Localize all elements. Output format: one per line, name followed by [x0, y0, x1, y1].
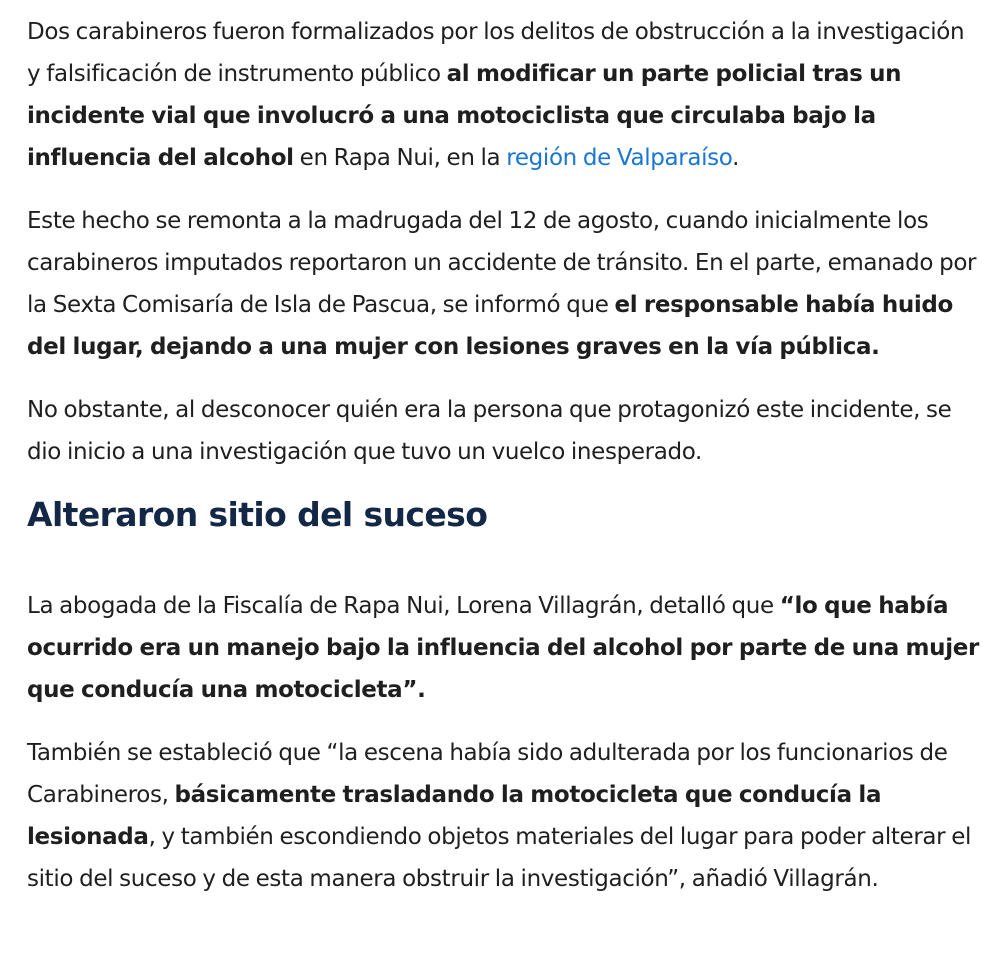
paragraph-text: Dos carabineros fueron formalizados por los delitos de obstrucción a la investigación y falsificación de instrumento público — [27, 19, 965, 87]
paragraph-text: También se estableció que “la escena había sido adulterada por los funcionarios de Carabineros, — [27, 740, 948, 808]
paragraph-text: en Rapa Nui, en la — [293, 145, 507, 171]
paragraph-prosecutor — [27, 585, 980, 711]
paragraph-investigation — [27, 389, 980, 473]
paragraph-text: No obstante, al desconocer quién era la persona que protagonizó este incidente, se dio inicio a una investigación que tuvo un vuelco inesperado. — [27, 397, 952, 465]
paragraph-background — [27, 200, 980, 368]
paragraph-bold-text: el responsable había huido del lugar, dejando a una mujer con lesiones graves en la vía pública. — [27, 292, 953, 360]
paragraph-text: Este hecho se remonta a la madrugada del 12 de agosto, cuando inicialmente los carabineros imputados reportaron un accidente de tránsito. En el parte, emanado por la Sexta Comisaría de Isla de Pascua, se informó que — [27, 208, 977, 318]
paragraph-scene-altered — [27, 732, 980, 900]
paragraph-text: La abogada de la Fiscalía de Rapa Nui, Lorena Villagrán, detalló que — [27, 593, 780, 619]
paragraph-bold-text: básicamente trasladando la motocicleta que conducía la lesionada — [27, 782, 882, 850]
section-heading: Alteraron sitio del suceso — [27, 495, 488, 534]
paragraph-bold-quote: “lo que había ocurrido era un manejo bajo la influencia del alcohol por parte de una mujer que conducía una motocicleta”. — [27, 593, 979, 703]
region-valparaiso-link[interactable]: región de Valparaíso — [506, 145, 733, 171]
paragraph-intro — [27, 11, 980, 179]
paragraph-text: . — [732, 145, 740, 171]
paragraph-text: , y también escondiendo objetos materiales del lugar para poder alterar el sitio del suceso y de esta manera obstruir la investigación”, añadió Villagrán. — [27, 824, 972, 892]
paragraph-bold-text: al modificar un parte policial tras un incidente vial que involucró a una motociclista que circulaba bajo la influencia del alcohol — [27, 61, 902, 171]
